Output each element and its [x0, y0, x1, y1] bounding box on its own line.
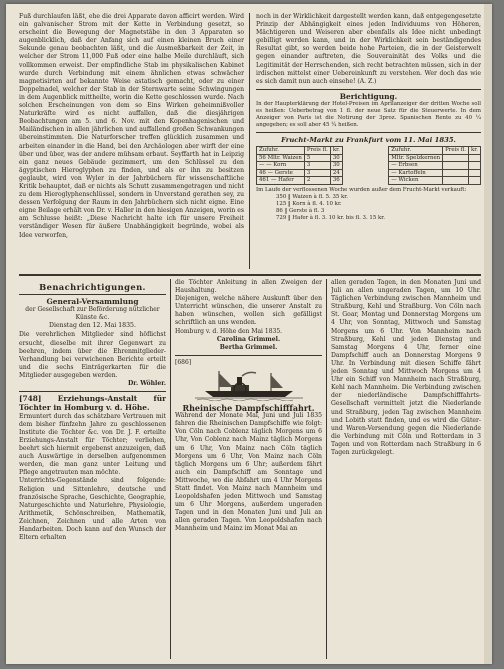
- erziehung-body2: Unterrichts-Gegenstände sind folgende: Religion und Sittenlehre, deutsche und französische Sprache, Geschichte, Geographie, Naturgeschichte und Naturlehre, Physiologie, Arithmetik, Schönschreiben, Mathematik, Zeichnen, Zeichnen und alle Arten von Handarbeiten. Doch kann auf den Wunsch der Eltern erhalten: [19, 477, 166, 542]
- cell: 56 Mltr. Waizen: [257, 154, 305, 162]
- cell: 3: [304, 162, 330, 170]
- right-text: allen geraden Tagen, in den Monaten Juni und Juli an allen ungeraden Tagen, um 10 Uhr. Täglichen Verbindung zwischen Mannheim und Straßburg, Kehl und Straßburg. Von Cöln nach St. Goar, Montag und Donnerstag Morgens um 4 Uhr, von Sonntag, Mittwoch und Samstag Morgens um 6 Uhr. Von Mannheim nach Straßburg, Kehl und jeden Dienstag und Samstag Morgens 4 Uhr, ferner eine Dampfschiff auch an Donnerstag Morgens 9 Uhr. In Verbindung mit diesen Schiffe fährt jeden Sonntag und Mittwoch Morgens um 4 Uhr ein Schiff von Mannheim nach Straßburg, Kehl nach Mannheim. Die Verbindung zwischen der niederländische Dampfschifffahrts-Gesellschaft vermittelt jetzt die Niederlande und Straßburg, jeden Tag zwischen Mannheim und Lobith statt finden, und es wird die Güter- und Waren-Versendung gegen die Niederlande die Verbindung mit Cöln und Rotterdam in 3 Tagen und von Rotterdam nach Straßburg in 6 Tagen zurückgelegt.: [331, 279, 481, 456]
- notice-number: [748]: [19, 394, 42, 404]
- rule: [19, 294, 166, 295]
- dampfschiff-body: Während der Monate Mai, Juni und Juli 1835 fahren die Rheinischen Dampfschiffe wie folgt: Von Cöln nach Coblenz täglich Morgens um 6 Uhr, Von Coblenz nach Mainz täglich Morgens um 6 Uhr, Von Mainz nach Cöln täglich Morgens um 6 Uhr, Von Mainz nach Cöln täglich Morgens um 6 Uhr; außerdem fährt auch ein Dampfschiff am Sonntage und Mittwoche, wo die Abfahrt um 4 Uhr Morgens Statt findet. Von Mainz nach Mannheim und Leopoldshafen jeden Mittwoch und Samstag um 6 Uhr Morgens, außerdem ungeraden Tagen und in den Monaten Juni und Juli an allen geraden Tagen. Von Leopoldshafen nach Mannheim und Mainz im Monat Mai an: [175, 412, 322, 533]
- market-extra-line: 125 ‖ Korn à fl. 4. 10 kr.: [276, 201, 342, 207]
- bottom-right-column: [331, 279, 481, 657]
- mid-name: Bertha Grimmel.: [219, 343, 278, 351]
- erziehung-title-text: Erziehungs-Anstalt für Töchter in Homburg v. d. Höhe.: [19, 394, 166, 412]
- cell: [469, 169, 481, 177]
- header-cell: kr.: [469, 147, 481, 155]
- cell: 2: [304, 177, 330, 185]
- erziehung-body: Ermuntert durch das schätzbare Vertrauen mit dem bisher fünfzehn Jahre zu geschlossenen Institute die Töchter &c. von Dr. J. F. erteilte Erziehungs-Anstalt für Töchter; verliehen, beehrt sich hiermit ergebenst anzuzeigen, daß auch Auswärtige in derselben aufgenommen werden, die man ganz unter Leitung und Pflege angetrauten man möchte.: [19, 412, 166, 477]
- mid-text2: Diejenigen, welche nähere Auskunft über den Unterricht wünschen, die unserer Anstalt zu haben wünschen, wollen sich gefälligst schriftlich an uns wenden.: [175, 295, 322, 327]
- cell: 5: [304, 154, 330, 162]
- column-rule: [170, 279, 171, 659]
- table-row: [389, 169, 481, 177]
- cell: Mltr. Spelzkernen: [389, 154, 443, 162]
- erziehung-title: [19, 395, 166, 413]
- notice-number: [686]: [175, 358, 192, 366]
- top-left-column: [19, 13, 244, 271]
- cell: 30: [330, 154, 342, 162]
- cell: 3: [304, 169, 330, 177]
- generalversammlung-title: General-Versammlung: [46, 297, 139, 307]
- rule: [19, 391, 166, 392]
- header-cell: Zufuhr.: [389, 147, 443, 155]
- cell: — — Korn: [257, 162, 305, 170]
- page-edge: [484, 4, 492, 664]
- cell: — Wicken: [389, 177, 443, 185]
- market-title: Frucht-Markt zu Frankfurt vom 11. Mai 1835.: [281, 135, 456, 144]
- market-extra-line: 350 ‖ Waizen à fl. 5. 35 kr.: [276, 194, 348, 200]
- top-right-column: [256, 13, 481, 271]
- dampfschiff-title: Rheinische Dampfschifffahrt.: [182, 403, 315, 414]
- generalversammlung-sign: Dr. Wöhler.: [128, 380, 166, 388]
- cell: 36: [330, 177, 342, 185]
- berichtigung-heading: Berichtigung.: [339, 91, 398, 101]
- rule: [175, 355, 322, 356]
- market-extra-line: 86 ‖ Gerste à fl. 3: [276, 208, 325, 214]
- table-row: [257, 162, 343, 170]
- table-row: [257, 177, 343, 185]
- table-row: [257, 169, 343, 177]
- cell: 46 — Gerste: [257, 169, 305, 177]
- cell: 461 — Hafer: [257, 177, 305, 185]
- market-table-left: [256, 146, 343, 185]
- market-extra: [256, 194, 481, 222]
- table-row: [257, 154, 343, 162]
- section-divider: [19, 274, 481, 276]
- table-row: [389, 154, 481, 162]
- top-left-text: Fuß durchlaufen läßt, ehe die drei Apparate davon afficirt werden. Wird ein galvanischer Strom mit der Kette in Verbindung gesetzt, so erscheint die Bewegung der Magnetstäbe in den 3 Apparaten so augenblicklich, daß der Anfang sich auf einen kleinen Bruch einer Sekunde genau beobachten läßt, und die Ausmeßbarkeit der Zeit, in welcher der Strom 11,000 Fuß oder eine halbe Meile durchläuft, sich vollkommen erweist. Der empfindliche Stab im physikalischen Kabinet wurde durch Verbindung mit einem ähnlichen etwas schwächer magnetisirten auf bekannte Weise astatisch gemacht, oder zu einer Doppelnadel, welcher der Stab in der Sternwarte seine Schwingungen in dem Augenblick mittheilte, worin die Kette geschlossen wurde. Nach solchen Erscheinungen von dem so Eins Wirken geheimnißvoller Naturkräfte wird es nicht auffallen, daß die diesjährigen Beobachtungen am 5. und 6. Nov. mit den Kopenhagenischen und Mailändischen in allen jährlichen und auffallend großen Schwankungen übereinstimmten. Die Naturforscher treffen glücklich zusammen und arbeiten einander in die Hand, bei den Archäologen aber wirft der eine über und über, was der andere mühsam erbaut. Seyffarth hat in Leipzig ein ganz neues Gebäude gezimmert, um den Schlüssel zu den ägyptischen Hieroglyphen zu finden, und als er ihn zu besitzen geglaubt, wird von Wyler in der Jahrbüchern für wissenschaftliche Kritik behauptet, daß er nichts als Schutt zusammengetragen und nicht zu dem Hieroglyphenschlüssel, sondern in Unverstand gerathen sey, zu dessen Verfolgung der Raum in den Jahrbüchern sich nicht eigne. Eine eigne Beilage erhält von Dr. v. Haller in den hiesigen Anzeigen, worin es am Schlusse heißt: „Diese Nachricht halte ich für unsere Freiheit verständiger Wesen für äußere Unabhängigkeit begründe, wobei als Idee verworfen,: [19, 13, 244, 239]
- generalversammlung-date: Dienstag den 12. Mai 1835.: [49, 322, 136, 330]
- market-extra-line: 729 ‖ Hafer à fl. 3. 10 kr. bis fl. 3. 15 kr.: [276, 215, 385, 221]
- top-right-text: noch in der Wirklichkeit dargestellt werden kann, daß entgegengesetzte Prinzip der Abhängigkeit eines jeden Individuums von Höheren, Mächtigeren und Weiseren aber ebenfalls als Idee nicht unbedingt gebilligt werden kann, und in der Wirklichkeit sein beständigendes Resultat gibt, so werden beide hohe Parteien, die in der Geisterwelt gegen einander auftreten, die Souverainität des Volks und die Legitimität der Herrschenden, sich recht betrachten müssen, sich in der irdischen mittelst einer Uebereinkunft zu verstehen. Wer doch das wie es sich damit nun auch einsehe! (A. Z.): [256, 13, 481, 85]
- generalversammlung-sub: der Gesellschaft zur Beförderung nützlicher Künste &c.: [25, 306, 160, 322]
- header-cell: kr.: [330, 147, 342, 155]
- cell: [443, 162, 469, 170]
- cell: [443, 154, 469, 162]
- market-table-right: [388, 146, 481, 185]
- cell: 24: [330, 169, 342, 177]
- cell: [469, 177, 481, 185]
- table-row: [389, 162, 481, 170]
- cell: [469, 162, 481, 170]
- column-rule: [326, 279, 327, 659]
- header-cell: Preis fl.: [304, 147, 330, 155]
- header-cell: Preis fl.: [443, 147, 469, 155]
- cell: [469, 154, 481, 162]
- rule: [256, 89, 481, 90]
- rule: [256, 132, 481, 133]
- column-rule: [249, 13, 250, 269]
- market-note: Im Laufe der verflossenen Woche wurden außer dem Frucht-Markt verkauft:: [256, 187, 467, 193]
- bottom-left-column: [19, 279, 166, 657]
- newspaper-page: [6, 4, 492, 664]
- mid-text1: die Töchter Anleitung in allen Zweigen der Haushaltung.: [175, 279, 322, 295]
- mid-name: Carolina Grimmel.: [216, 335, 281, 343]
- benachrichtigungen-heading: Benachrichtigungen.: [39, 282, 146, 292]
- berichtigung-text: In der Haupterklärung der Hotel-Preisen im Aprilanzeiger der dritten Woche soll es heißen: Ueberbetrag von 1 fl. der neue Satz für die Steuerwerte. In dem Anzeiger von Paris ist die Notirung der 3proz. Spanischen Rente zu 40 ¼ angegeben; es soll aber 45 ¼ heißen.: [256, 100, 481, 128]
- cell: [443, 177, 469, 185]
- steamship-illustration: [175, 367, 322, 401]
- cell: — Erbsen: [389, 162, 443, 170]
- table-row: [389, 177, 481, 185]
- market-tables: [256, 146, 481, 185]
- generalversammlung-body: Die verehrlichen Mitglieder sind höflichst ersucht, dieselbe mit ihrer Gegenwart zu beehren, indem über die Ehrenmitglieder-Verhandlung bei verwichenen Berichte erteilt und die sechs Einträgerkarten für die Mitglieder ausgegeben werden.: [19, 331, 166, 379]
- bottom-middle-column: [175, 279, 322, 657]
- cell: [443, 169, 469, 177]
- mid-place: Homburg v. d. Höhe den Mai 1835.: [175, 327, 283, 335]
- cell: 30: [330, 162, 342, 170]
- header-cell: Zufuhr.: [257, 147, 305, 155]
- cell: — Kartoffeln: [389, 169, 443, 177]
